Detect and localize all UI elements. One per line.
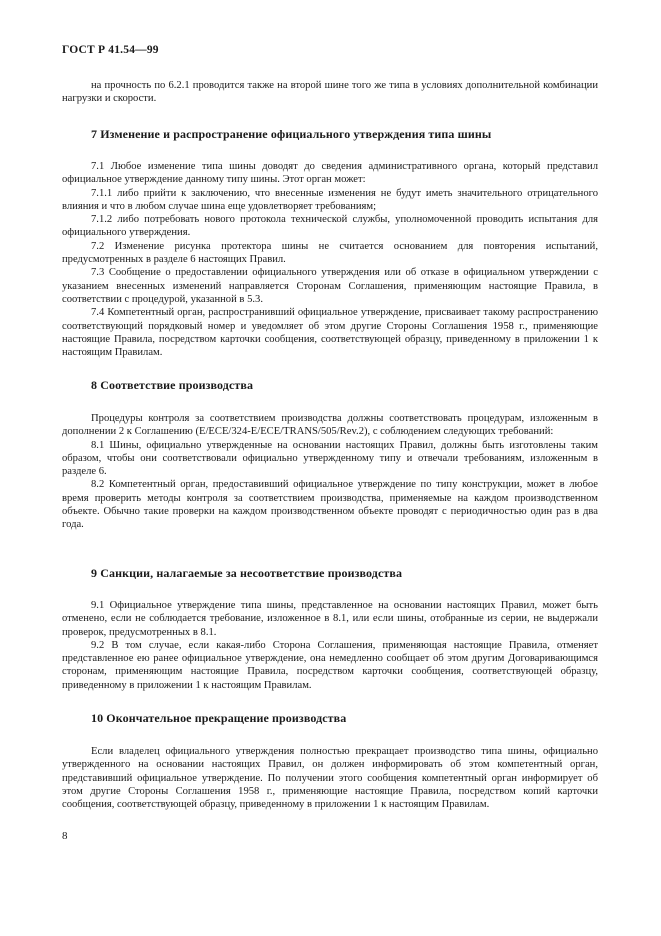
- page-number: 8: [62, 830, 68, 842]
- paragraph-7-3: 7.3 Сообщение о предоставлении официального утверждения или об отказе в официальном утверждении с указанием внесенных изменений направляется Сторонам Соглашения, применяющим настоящие Правила, в соответствии с процедурой, указанной в 5.3.: [62, 267, 598, 305]
- section-10-body: [62, 745, 598, 811]
- document-header: ГОСТ Р 41.54—99: [62, 44, 159, 56]
- section-7-title: 7 Изменение и распространение официального утверждения типа шины: [91, 127, 492, 141]
- paragraph-7-1-1: 7.1.1 либо прийти к заключению, что внесенные изменения не будут иметь значительного отрицательного влияния и что в любом случае шина еще удовлетворяет требованиям;: [62, 187, 598, 212]
- section-7-body: [62, 160, 598, 359]
- paragraph-10: Если владелец официального утверждения полностью прекращает производство типа шины, официально утвержденного на основании настоящих Правил, он должен информировать об этом компетентный орган, представивший официальное утверждение. По получении этого сообщения компетентный орган информирует об этом другие Стороны Соглашения 1958 г., применяющие настоящие Правила, посредством копий карточки сообщения, соответствующей образцу, приведенному в приложении 1 к настоящим Правилам.: [62, 746, 598, 811]
- intro-block: [62, 79, 598, 106]
- paragraph-7-2: 7.2 Изменение рисунка протектора шины не считается основанием для повторения испытаний, предусмотренных в разделе 6 настоящих Правил.: [62, 240, 598, 266]
- paragraph-8-intro: Процедуры контроля за соответствием производства должны соответствовать процедурам, изложенным в дополнении 2 к Соглашению (E/ECE/324-E/ECE/TRANS/505/Rev.2), с соблюдением следующих требований:: [62, 413, 598, 438]
- paragraph-9-2: 9.2 В том случае, если какая-либо Сторона Соглашения, применяющая настоящие Правила, отменяет представленное ею ранее официальное утверждение, она немедленно сообщает об этом другим Договаривающимся сторонам, применяющим настоящие Правила, посредством карточки сообщения, соответствующей образцу, приведенному в приложении 1 к настоящим Правилам.: [62, 639, 598, 691]
- paragraph-7-4: 7.4 Компетентный орган, распространивший официальное утверждение, присваивает такому распространению соответствующий порядковый номер и уведомляет об этом другие Стороны Соглашения 1958 г., применяющие настоящие Правила, посредством карточки сообщения, соответствующей образцу, приведенному в приложении 1 к настоящим Правилам.: [62, 307, 598, 359]
- paragraph-7-1-2: 7.1.2 либо потребовать нового протокола технической службы, уполномоченной проводить испытания для официального утверждения.: [62, 214, 598, 239]
- paragraph-9-1: 9.1 Официальное утверждение типа шины, представленное на основании настоящих Правил, может быть отменено, если не соблюдается требование, изложенное в 8.1, или если шины, отобранные из серии, не выдержали проверок, предусмотренных в 8.1.: [62, 600, 598, 638]
- section-10-title: 10 Окончательное прекращение производства: [91, 711, 347, 725]
- paragraph-8-1: 8.1 Шины, официально утвержденные на основании настоящих Правил, должны быть изготовлены таким образом, чтобы они соответствовали официально утвержденному типу и отвечали требованиям, изложенным в разделе 6.: [62, 439, 598, 478]
- section-9-title: 9 Санкции, налагаемые за несоответствие производства: [91, 566, 403, 580]
- intro-paragraph: на прочность по 6.2.1 проводится также на второй шине того же типа в условиях дополнительной комбинации нагрузки и скорости.: [62, 80, 598, 105]
- section-8-body: [62, 412, 598, 532]
- paragraph-8-2: 8.2 Компетентный орган, предоставивший официальное утверждение по типу конструкции, может в любое время проверить методы контроля за соответствием производства, применяемые на каждом производственном объекте. Обычно такие проверки на каждом производственном объекте проводят с периодичностью один раз в два года.: [62, 479, 598, 531]
- section-9-body: [62, 599, 598, 692]
- paragraph-7-1: 7.1 Любое изменение типа шины доводят до сведения административного органа, который представил официальное утверждение данному типу шины. Этот орган может:: [62, 161, 598, 186]
- section-8-title: 8 Соответствие производства: [91, 378, 254, 392]
